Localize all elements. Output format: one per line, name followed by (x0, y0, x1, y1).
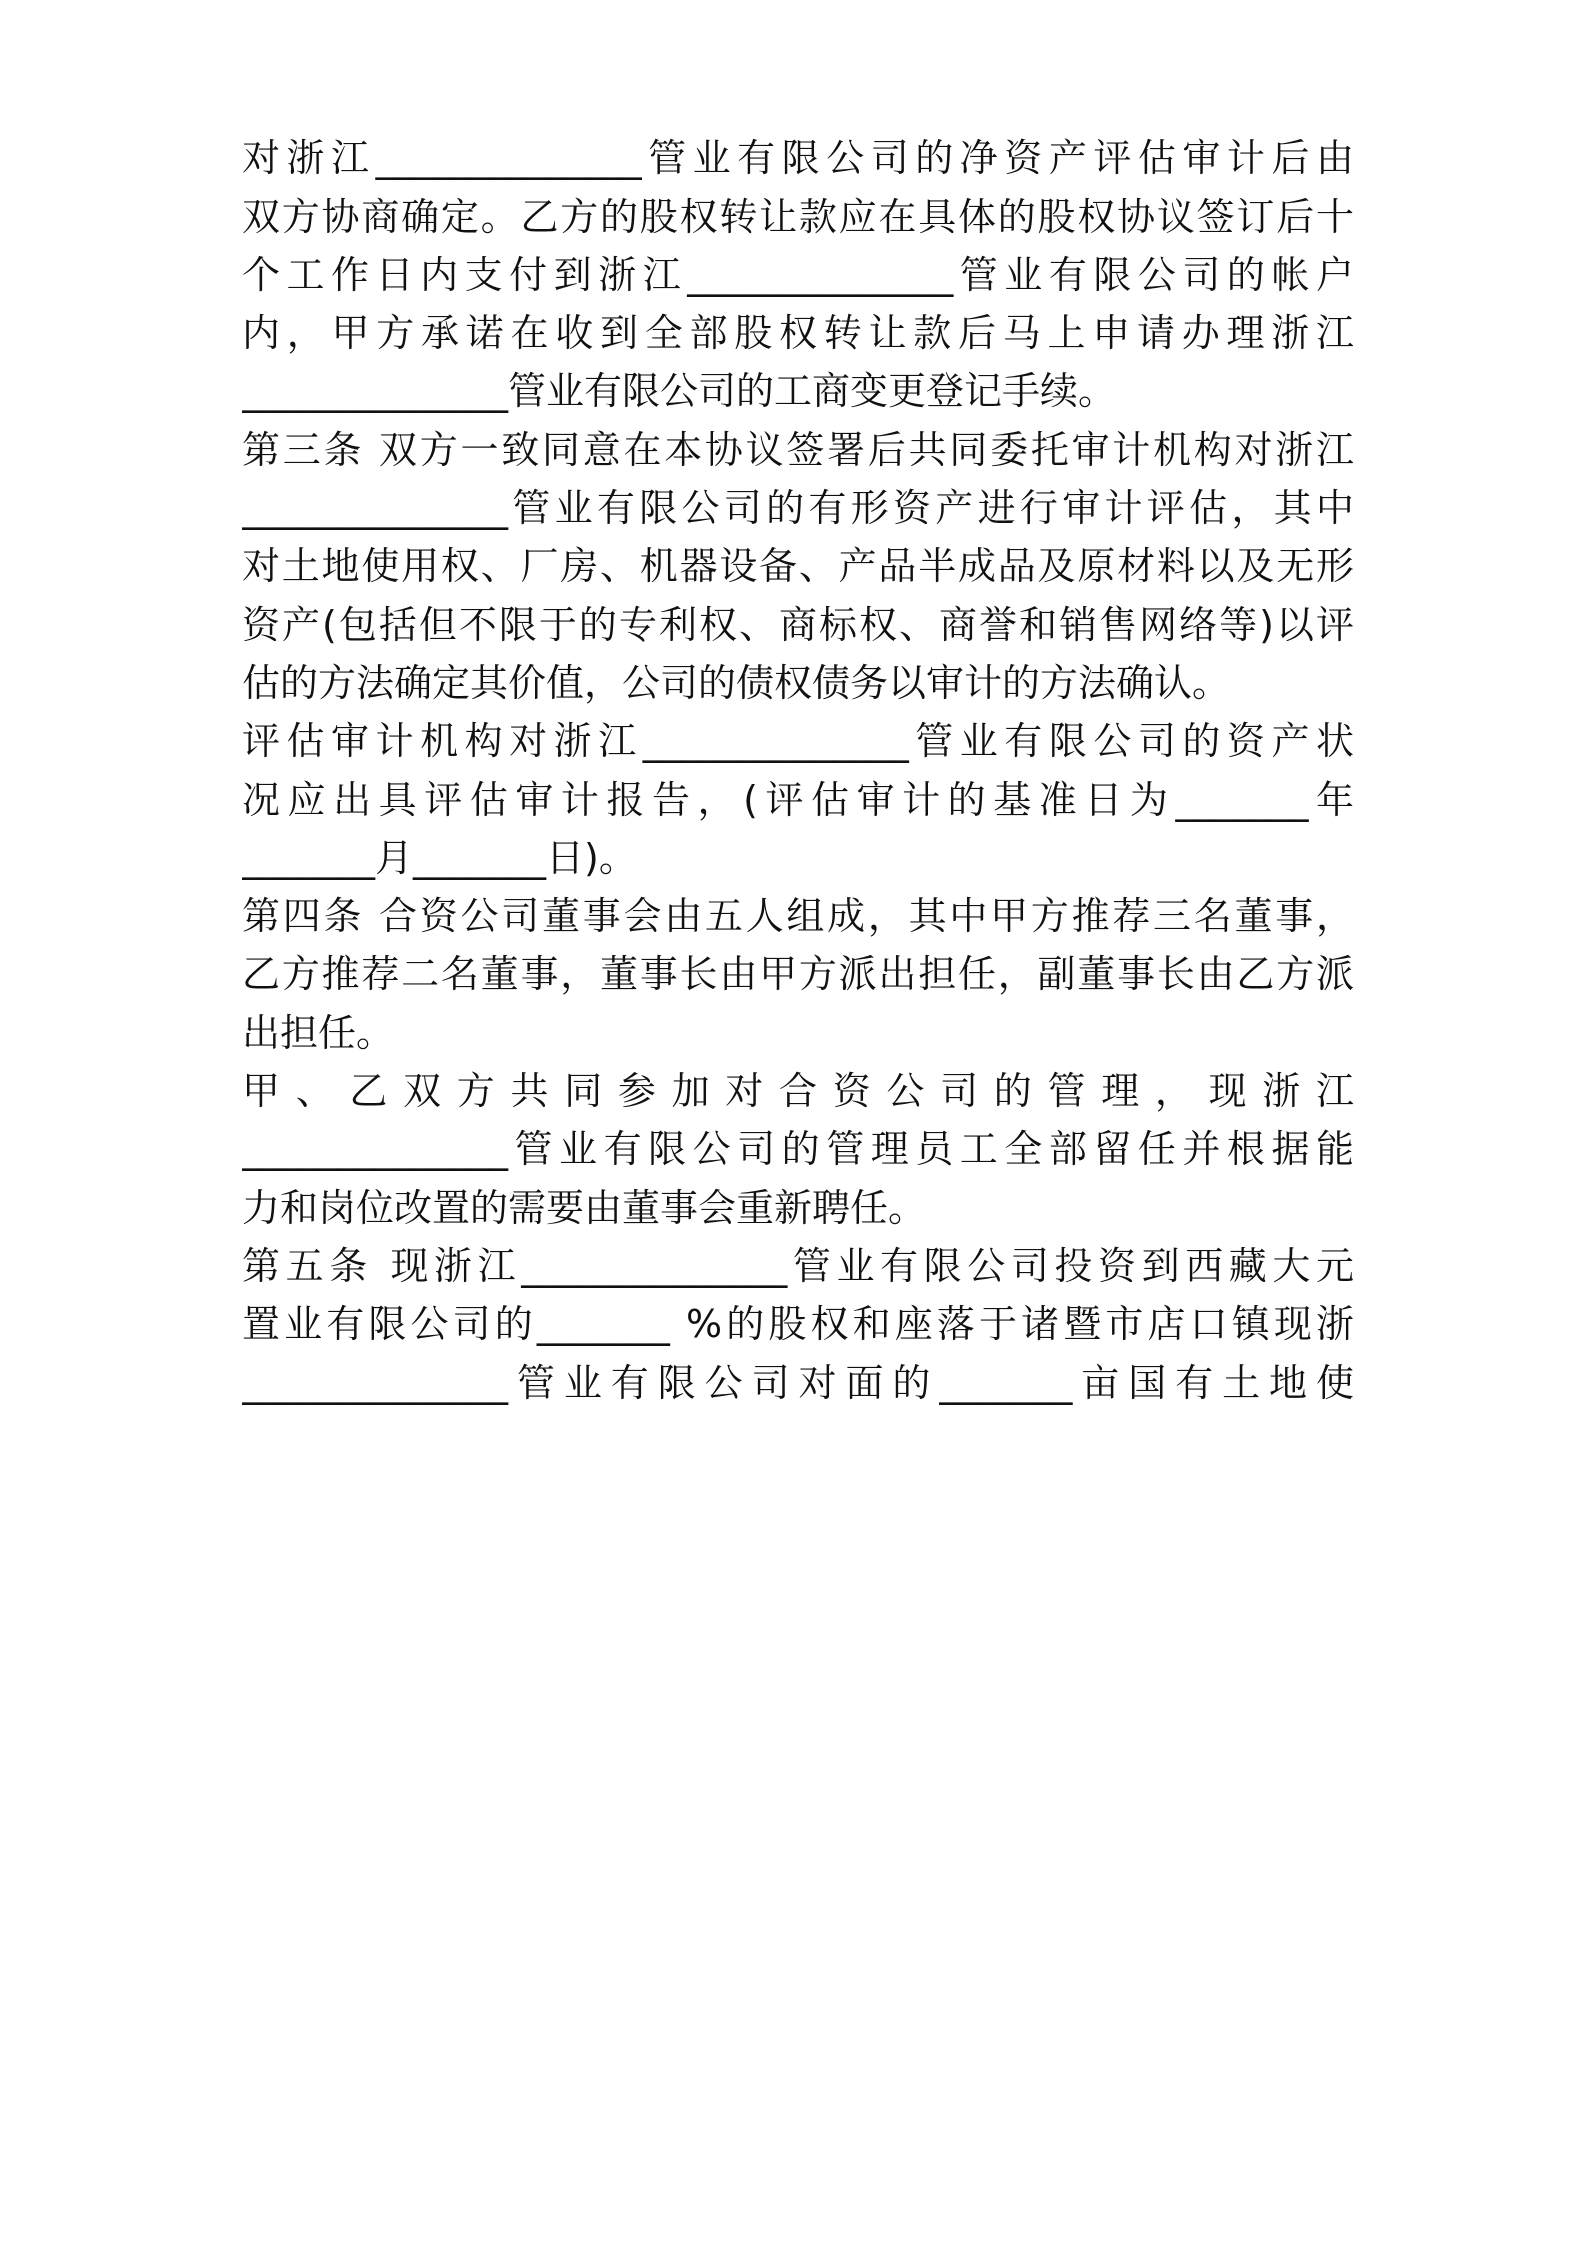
text-line: 况应出具评估审计报告，(评估审计的基准日为_______年 (242, 778, 1354, 822)
text-line: 力和岗位改置的需要由董事会重新聘任。 (242, 1186, 927, 1230)
text-line: 内，甲方承诺在收到全部股权转让款后马上申请办理浙江 (242, 311, 1354, 355)
text-line: 对浙江______________管业有限公司的净资产评估审计后由 (242, 136, 1354, 180)
text-line: ______________管业有限公司的工商变更登记手续。 (242, 369, 1117, 413)
text-line: 对土地使用权、厂房、机器设备、产品半成品及原材料以及无形 (242, 544, 1354, 588)
text-line: 出担任。 (242, 1011, 395, 1055)
text-line: 第四条 合资公司董事会由五人组成，其中甲方推荐三名董事， (242, 894, 1354, 938)
text-line: 估的方法确定其价值，公司的债权债务以审计的方法确认。 (242, 661, 1231, 705)
text-line: 第三条 双方一致同意在本协议签署后共同委托审计机构对浙江 (242, 428, 1354, 472)
text-line: 置业有限公司的_______ %的股权和座落于诸暨市店口镇现浙 (242, 1302, 1354, 1346)
text-line: 双方协商确定。乙方的股权转让款应在具体的股权协议签订后十 (242, 195, 1354, 239)
text-line: 乙方推荐二名董事，董事长由甲方派出担任，副董事长由乙方派 (242, 952, 1354, 996)
text-line: 第五条 现浙江______________管业有限公司投资到西藏大元 (242, 1244, 1354, 1288)
text-line: 评估审计机构对浙江______________管业有限公司的资产状 (242, 719, 1354, 763)
text-line: ______________管业有限公司的管理员工全部留任并根据能 (242, 1127, 1354, 1171)
text-line: 资产(包括但不限于的专利权、商标权、商誉和销售网络等)以评 (242, 603, 1354, 647)
text-line: 甲、乙双方共同参加对合资公司的管理，现浙江 (242, 1069, 1354, 1113)
text-line: 个工作日内支付到浙江______________管业有限公司的帐户 (242, 253, 1354, 297)
text-line: _______月_______日)。 (242, 836, 637, 880)
text-line: ______________管业有限公司对面的_______亩国有土地使 (242, 1361, 1354, 1405)
text-line: ______________管业有限公司的有形资产进行审计评估，其中 (242, 486, 1354, 530)
